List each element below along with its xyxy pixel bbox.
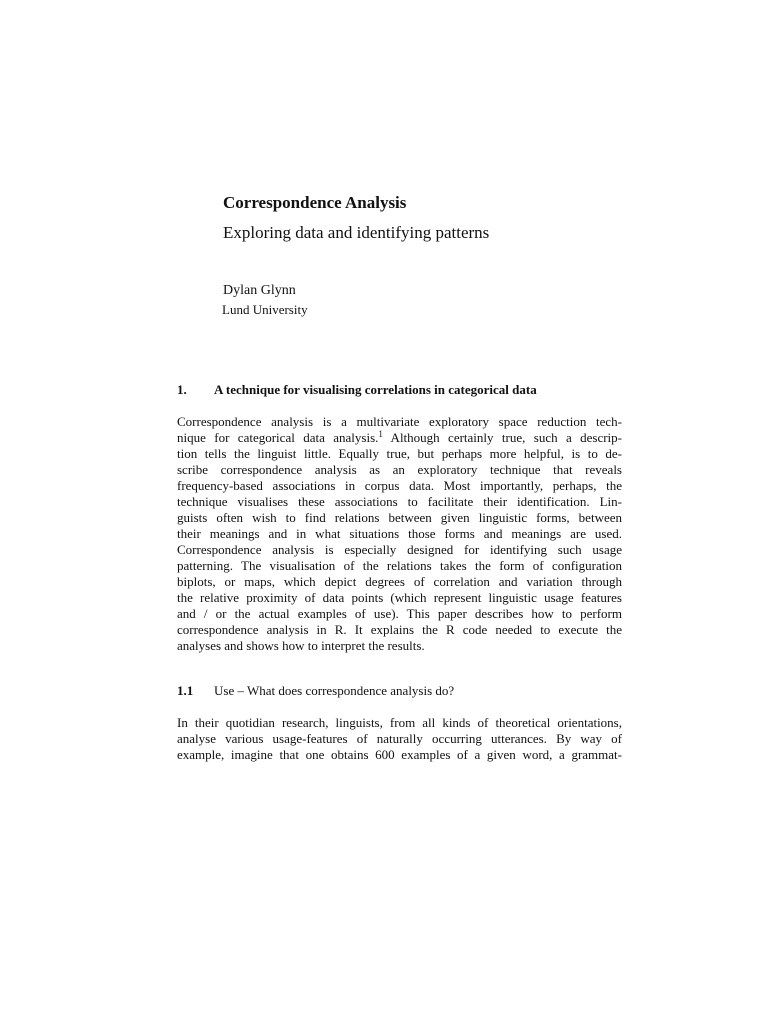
paragraph-line: scribe correspondence analysis as an exploratory technique that reveals xyxy=(177,462,622,477)
paragraph-line: example, imagine that one obtains 600 examples of a given word, a grammat- xyxy=(177,747,622,762)
paper-subtitle: Exploring data and identifying patterns xyxy=(223,223,490,242)
paragraph-line: guists often wish to find relations between given linguistic forms, between xyxy=(177,510,622,525)
paragraph-line: technique visualises these associations to facilitate their identification. Lin- xyxy=(177,494,622,509)
paragraph-line: correspondence analysis in R. It explains the R code needed to execute the xyxy=(177,622,622,637)
paragraph-line: analyses and shows how to interpret the results. xyxy=(177,638,425,653)
footnote-marker[interactable]: 1 xyxy=(378,429,383,439)
section-title: A technique for visualising correlations in categorical data xyxy=(214,382,537,397)
paragraph-line: frequency-based associations in corpus data. Most importantly, perhaps, the xyxy=(177,478,622,493)
section-1-paragraph xyxy=(177,414,622,654)
author-name: Dylan Glynn xyxy=(223,283,296,298)
paper-title: Correspondence Analysis xyxy=(223,193,407,212)
paragraph-line: biplots, or maps, which depict degrees of correlation and variation through xyxy=(177,574,622,589)
section-1-1-paragraph xyxy=(177,715,622,763)
paragraph-line: Correspondence analysis is a multivariate exploratory space reduction tech- xyxy=(177,414,622,429)
paragraph-line: patterning. The visualisation of the relations takes the form of configuration xyxy=(177,558,622,573)
section-number: 1.1 xyxy=(177,683,194,698)
paragraph-line: the relative proximity of data points (which represent linguistic usage features xyxy=(177,590,622,605)
paragraph-line: tion tells the linguist little. Equally true, but perhaps more helpful, is to de- xyxy=(177,446,622,461)
section-title: Use – What does correspondence analysis do? xyxy=(214,683,455,698)
paragraph-line xyxy=(177,430,622,446)
author-affiliation: Lund University xyxy=(222,302,308,317)
section-number: 1. xyxy=(177,382,187,397)
line-segment: Although certainly true, such a descrip- xyxy=(382,430,622,445)
paragraph-line: In their quotidian research, linguists, from all kinds of theoretical orientations, xyxy=(177,715,622,730)
line-segment: nique for categorical data analysis. xyxy=(177,430,379,445)
section-1-1-heading xyxy=(177,682,454,700)
paragraph-line: and / or the actual examples of use). This paper describes how to perform xyxy=(177,606,622,621)
paragraph-line: analyse various usage-features of naturally occurring utterances. By way of xyxy=(177,731,622,746)
section-1-heading xyxy=(177,381,537,399)
paragraph-line: their meanings and in what situations those forms and meanings are used. xyxy=(177,526,622,541)
paragraph-line: Correspondence analysis is especially designed for identifying such usage xyxy=(177,542,622,557)
